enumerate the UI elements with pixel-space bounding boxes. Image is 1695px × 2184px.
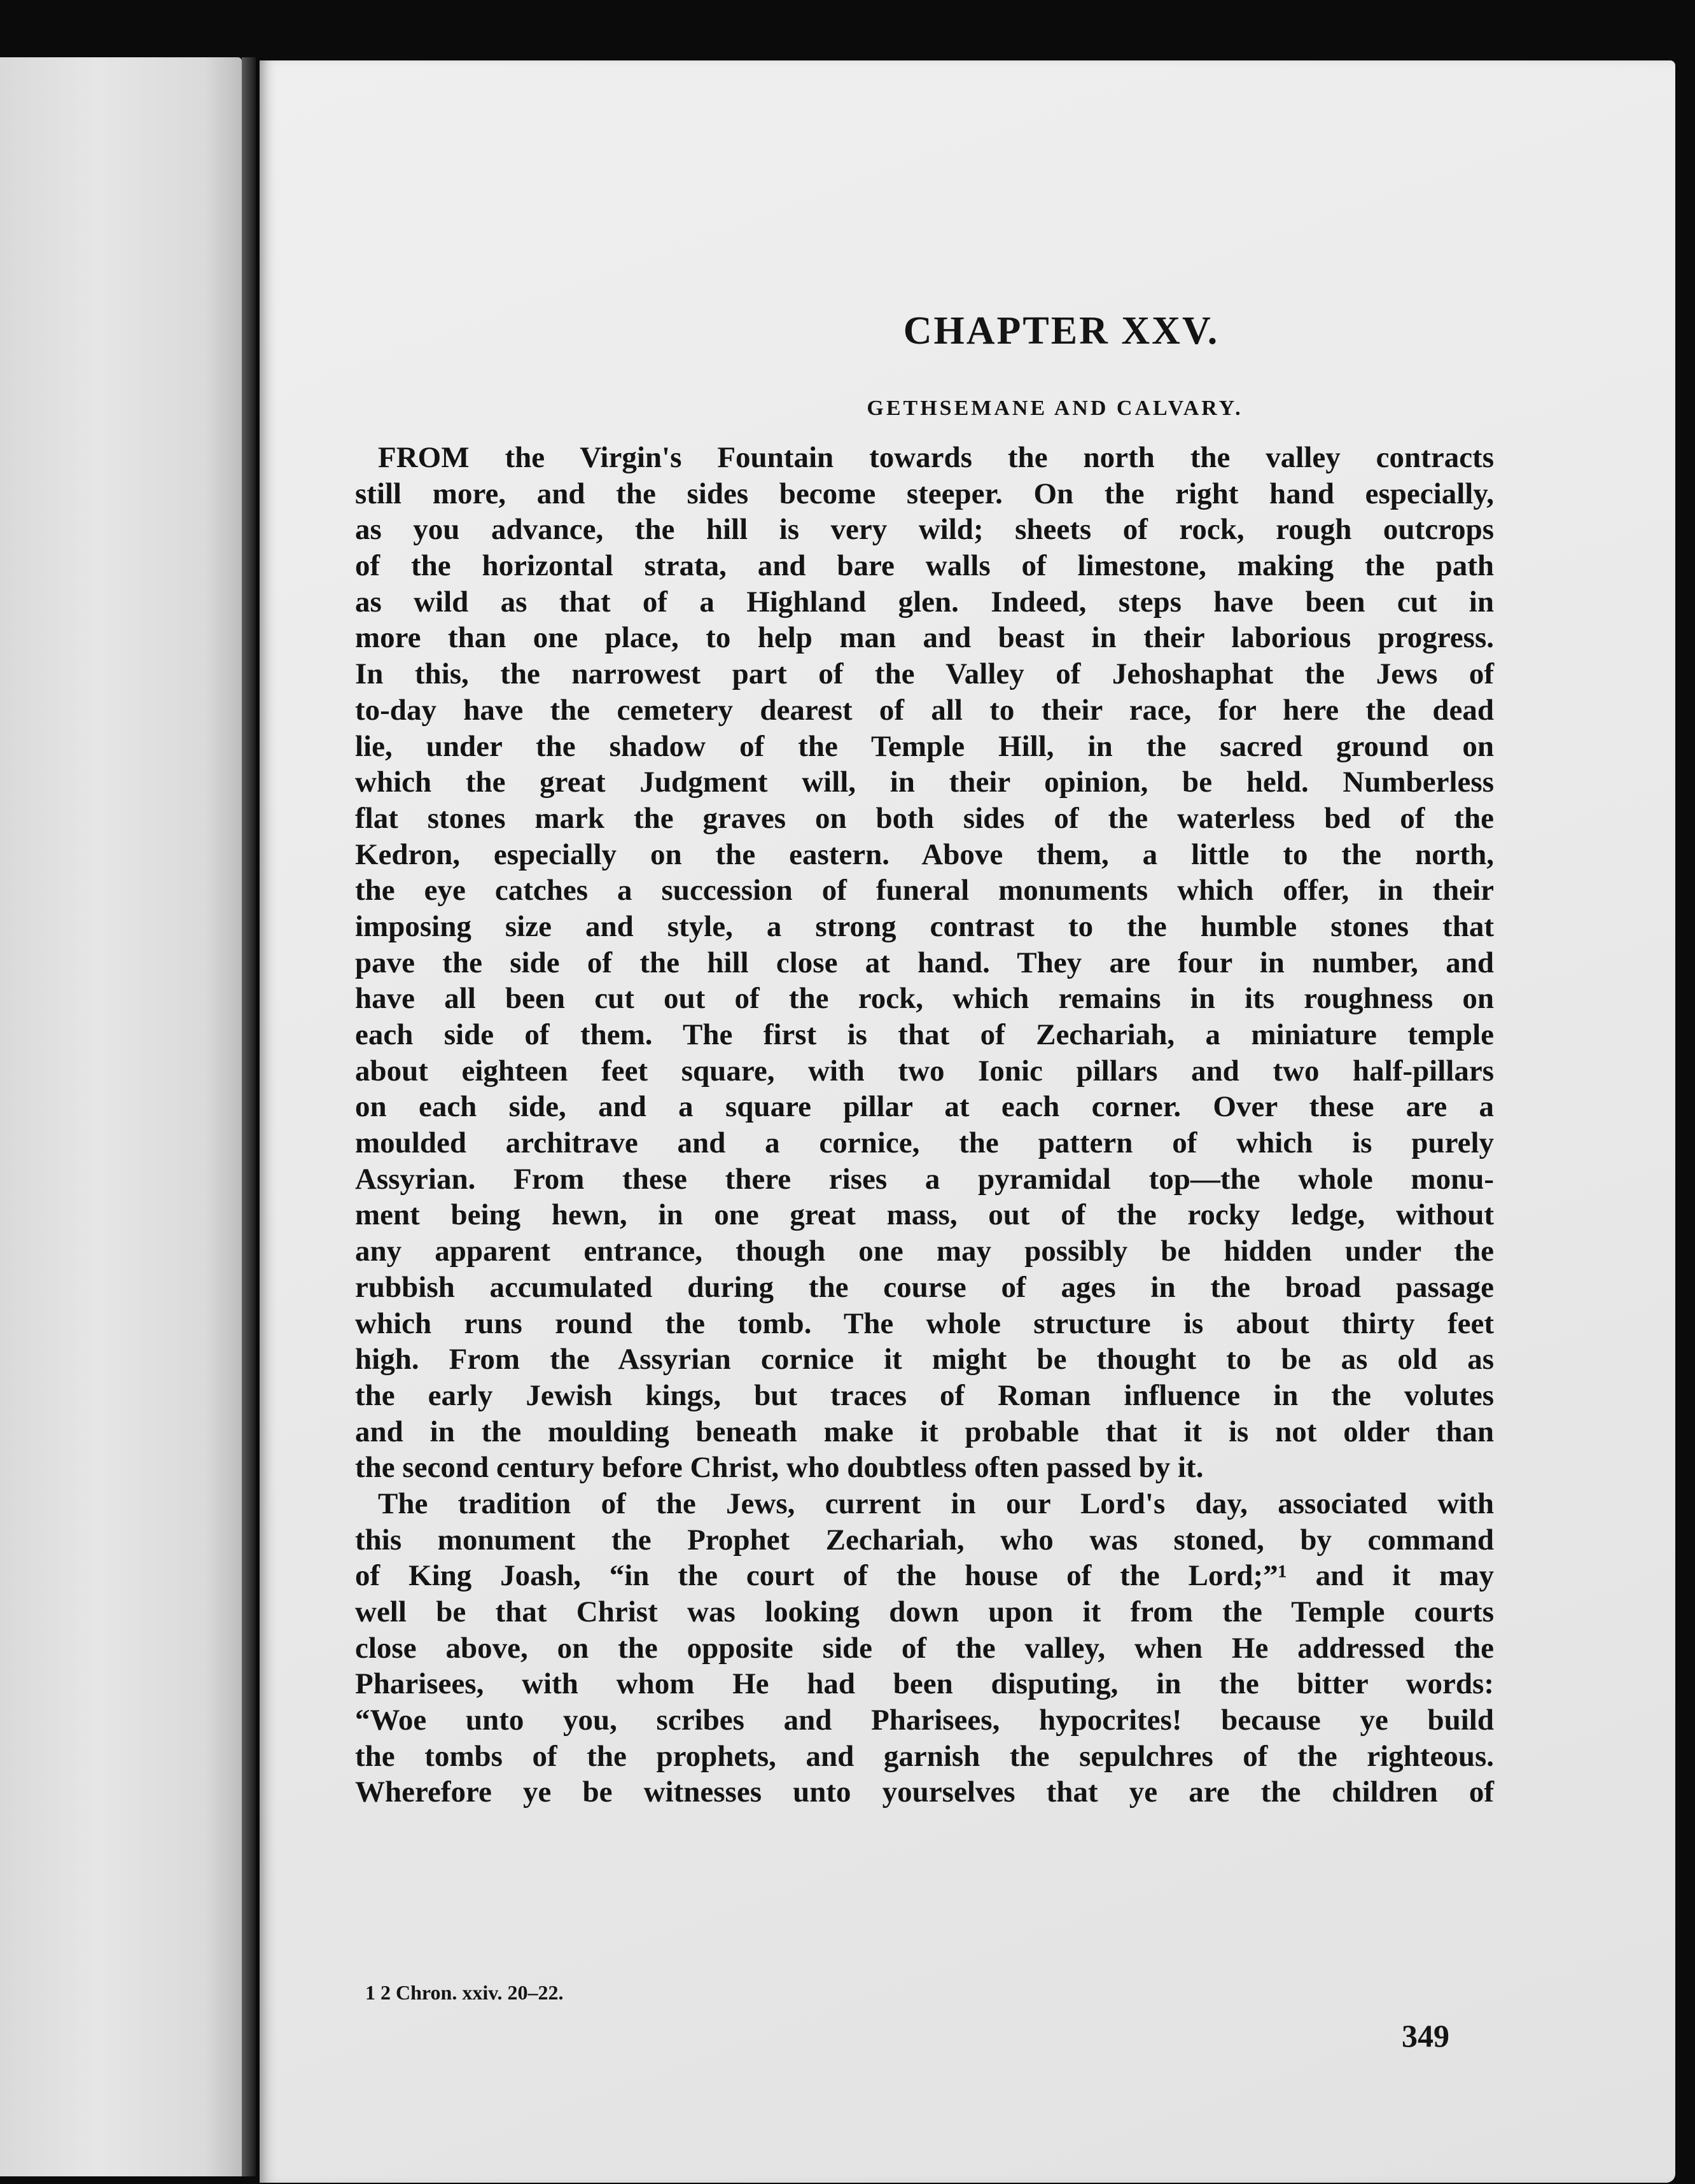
text-line: moulded architrave and a cornice, the pattern of which is purely: [355, 1126, 1494, 1160]
footnote: 1 2 Chron. xxiv. 20–22.: [365, 1981, 564, 2004]
text-line: well be that Christ was looking down upon it from the Temple courts: [355, 1595, 1494, 1628]
text-line: still more, and the sides become steeper. On the right hand especially,: [355, 477, 1494, 510]
text-line: lie, under the shadow of the Temple Hill, in the sacred ground on: [355, 729, 1494, 763]
text-line: of King Joash, “in the court of the house of the Lord;”¹ and it may: [355, 1559, 1494, 1593]
text-line: on each side, and a square pillar at each corner. Over these are a: [355, 1090, 1494, 1124]
page-number: 349: [1402, 2018, 1449, 2054]
text-line: of the horizontal strata, and bare walls of limestone, making the path: [355, 549, 1494, 583]
text-line: rubbish accumulated during the course of ages in the broad passage: [355, 1270, 1494, 1304]
text-line: to-day have the cemetery dearest of all to their race, for here the dead: [355, 693, 1494, 727]
text-line: “Woe unto you, scribes and Pharisees, hypocrites! because ye build: [355, 1704, 1494, 1737]
text-line: ment being hewn, in one great mass, out of the rocky ledge, without: [355, 1198, 1494, 1232]
text-line: high. From the Assyrian cornice it might be thought to be as old as: [355, 1343, 1494, 1376]
text-line: each side of them. The first is that of Zechariah, a miniature temple: [355, 1018, 1494, 1051]
page-gutter-shadow: [242, 57, 256, 2176]
text-line: FROM the Virgin's Fountain towards the north the valley contracts: [378, 441, 1494, 474]
text-line: Pharisees, with whom He had been disputing, in the bitter words:: [355, 1667, 1494, 1701]
text-line: the tombs of the prophets, and garnish the sepulchres of the righteous.: [355, 1739, 1494, 1773]
text-line: the second century before Christ, who doubtless often passed by it.: [355, 1451, 1204, 1485]
text-line: any apparent entrance, though one may possibly be hidden under the: [355, 1235, 1494, 1268]
text-line: which runs round the tomb. The whole structure is about thirty feet: [355, 1306, 1494, 1340]
text-line: The tradition of the Jews, current in our Lord's day, associated with: [378, 1487, 1494, 1520]
text-line: Assyrian. From these there rises a pyramidal top—the whole monu-: [355, 1162, 1494, 1196]
text-line: pave the side of the hill close at hand. They are four in number, and: [355, 946, 1494, 979]
text-line: this monument the Prophet Zechariah, who was stoned, by command: [355, 1523, 1494, 1557]
text-line: which the great Judgment will, in their opinion, be held. Numberless: [355, 766, 1494, 799]
text-line: Kedron, especially on the eastern. Above them, a little to the north,: [355, 837, 1494, 871]
text-line: have all been cut out of the rock, which remains in its roughness on: [355, 982, 1494, 1016]
text-line: In this, the narrowest part of the Valley of Jehoshaphat the Jews of: [355, 657, 1494, 691]
text-line: the eye catches a succession of funeral monuments which offer, in their: [355, 874, 1494, 907]
section-title: GETHSEMANE AND CALVARY.: [867, 396, 1243, 420]
body-text: [355, 440, 1494, 1810]
text-line: as you advance, the hill is very wild; sheets of rock, rough outcrops: [355, 513, 1494, 547]
text-line: more than one place, to help man and beast in their laborious progress.: [355, 621, 1494, 655]
text-line: flat stones mark the graves on both sides of the waterless bed of the: [355, 801, 1494, 835]
text-line: about eighteen feet square, with two Ionic pillars and two half-pillars: [355, 1054, 1494, 1088]
text-line: Wherefore ye be witnesses unto yourselves that ye are the children of: [355, 1775, 1494, 1809]
text-line: imposing size and style, a strong contrast to the humble stones that: [355, 909, 1494, 943]
facing-page: [0, 57, 242, 2176]
text-line: the early Jewish kings, but traces of Roman influence in the volutes: [355, 1378, 1494, 1412]
chapter-title: CHAPTER XXV.: [903, 309, 1220, 353]
text-line: close above, on the opposite side of the valley, when He addressed the: [355, 1631, 1494, 1665]
book-page: [260, 60, 1675, 2183]
text-line: and in the moulding beneath make it probable that it is not older than: [355, 1415, 1494, 1448]
text-line: as wild as that of a Highland glen. Indeed, steps have been cut in: [355, 585, 1494, 619]
